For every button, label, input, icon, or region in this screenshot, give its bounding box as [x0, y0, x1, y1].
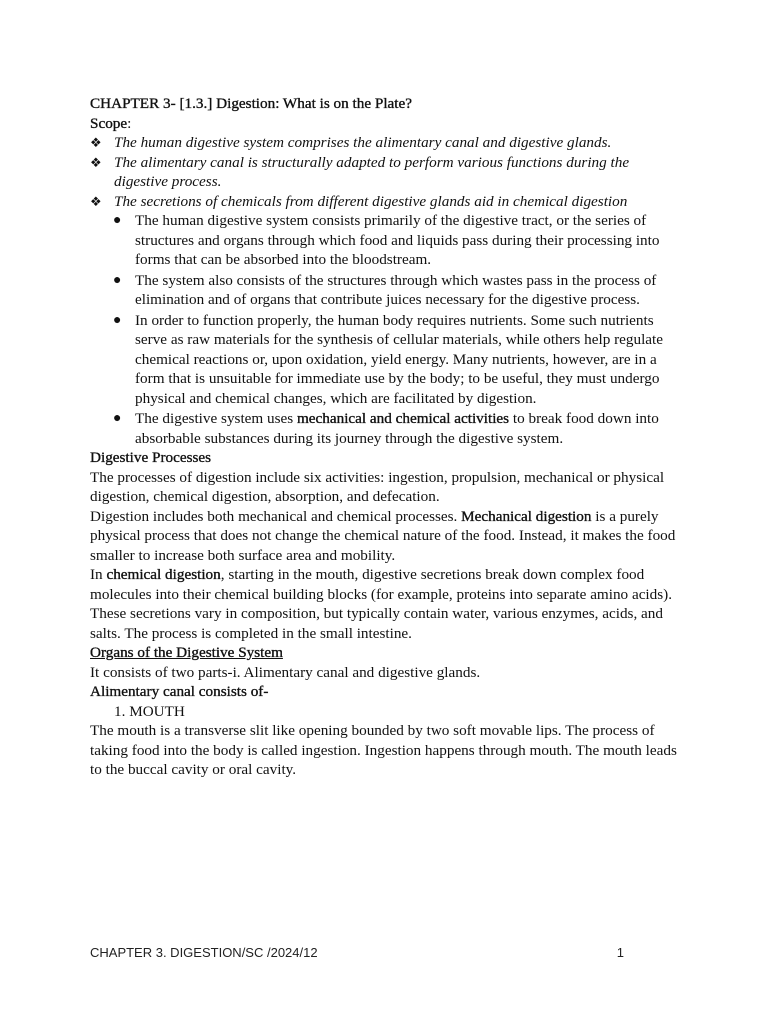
bullet-dot-icon: ●: [113, 272, 122, 288]
document-body: [90, 94, 680, 780]
bullet-text: The human digestive system consists primarily of the digestive tract, or the series of structures and organs through which food and liquids pass during their processing into forms that can be absorbed into the bloodstream.: [135, 212, 660, 268]
footer-label: CHAPTER 3. DIGESTION/SC /2024/12: [90, 945, 318, 960]
processes-paragraph-1: The processes of digestion include six activities: ingestion, propulsion, mechanical or physical digestion, chemical digestion, absorption, and defecation.: [90, 468, 665, 505]
scope-list: [90, 133, 680, 211]
para-text: Digestion includes both mechanical and chemical processes.: [90, 507, 462, 525]
processes-paragraph-3: [90, 565, 680, 643]
scope-label: [90, 114, 680, 134]
numbered-item: 1. MOUTH: [114, 702, 185, 720]
bullet-dot-icon: ●: [113, 213, 122, 228]
mouth-paragraph: The mouth is a transverse slit like opening bounded by two soft movable lips. The process of taking food into the body is called ingestion. Ingestion happens through mouth. The mouth leads to the buccal cavity or oral cavity.: [90, 722, 677, 778]
alimentary-heading: Alimentary canal consists of-: [90, 683, 269, 700]
para-text: is a purely physical process that does not change the chemical nature of the food. Instead, it makes the food smaller to increase both surface area and mobility.: [90, 507, 676, 564]
scope-item-text: The human digestive system comprises the alimentary canal and digestive glands.: [114, 134, 612, 151]
chapter-title: CHAPTER 3- [1.3.] Digestion: What is on the Plate?: [90, 95, 412, 112]
bullet-text: The system also consists of the structures through which wastes pass in the process of elimination and of organs that contribute juices necessary for the digestive process.: [135, 271, 657, 308]
scope-label-text: Scope: [90, 114, 128, 132]
organs-heading: Organs of the Digestive System: [90, 644, 283, 661]
para-text: In: [90, 566, 107, 583]
bullet-item: [113, 271, 680, 310]
bullet-item: [113, 311, 680, 409]
scope-item: [90, 192, 680, 212]
para-bold-term: Mechanical digestion: [461, 507, 592, 525]
diamond-bullet-icon: ❖: [90, 135, 102, 150]
bullet-item: [113, 211, 680, 270]
diamond-bullet-icon: ❖: [90, 154, 102, 170]
bullet-item: [113, 409, 680, 448]
organs-text: It consists of two parts-i. Alimentary canal and digestive glands.: [90, 663, 481, 681]
scope-item: [90, 153, 680, 192]
scope-item-text: The alimentary canal is structurally adapted to perform various functions during the digestive process.: [114, 153, 630, 190]
bullet-text: In order to function properly, the human body requires nutrients. Some such nutrients serve as raw materials for the synthesis of cellular materials, while others help regulate chemical reactions or, upon oxidation, yield energy. Many nutrients, however, are in a form that is unsuitable for immediate use by the body; to be useful, they must undergo physical and chemical changes, which are facilitated by digestion.: [135, 311, 663, 407]
diamond-bullet-icon: ❖: [90, 193, 102, 209]
bullet-dot-icon: ●: [113, 411, 122, 426]
processes-paragraph-2: [90, 507, 680, 566]
processes-heading: Digestive Processes: [90, 449, 212, 466]
bullet-list: [90, 211, 680, 448]
scope-item: [90, 133, 680, 153]
bullet-text-bold: mechanical and chemical activities: [296, 410, 510, 427]
bullet-dot-icon: ●: [113, 312, 122, 328]
scope-item-text: The secretions of chemicals from different digestive glands aid in chemical digestion: [114, 192, 628, 210]
bullet-text-post: to break food down into absorbable substances during its journey through the digestive system.: [135, 410, 659, 447]
scope-colon: :: [127, 114, 132, 132]
bullet-text-pre: The digestive system uses: [135, 410, 297, 427]
page-footer: [90, 943, 624, 963]
page-number: 1: [616, 945, 624, 960]
para-bold-term: chemical digestion: [106, 566, 221, 583]
para-text: , starting in the mouth, digestive secretions break down complex food molecules into their chemical building blocks (for example, proteins into separate amino acids). These secretions vary in composition, but typically contain water, various enzymes, acids, and salts. The process is completed in the small intestine.: [90, 566, 673, 642]
numbered-list: [90, 702, 680, 722]
